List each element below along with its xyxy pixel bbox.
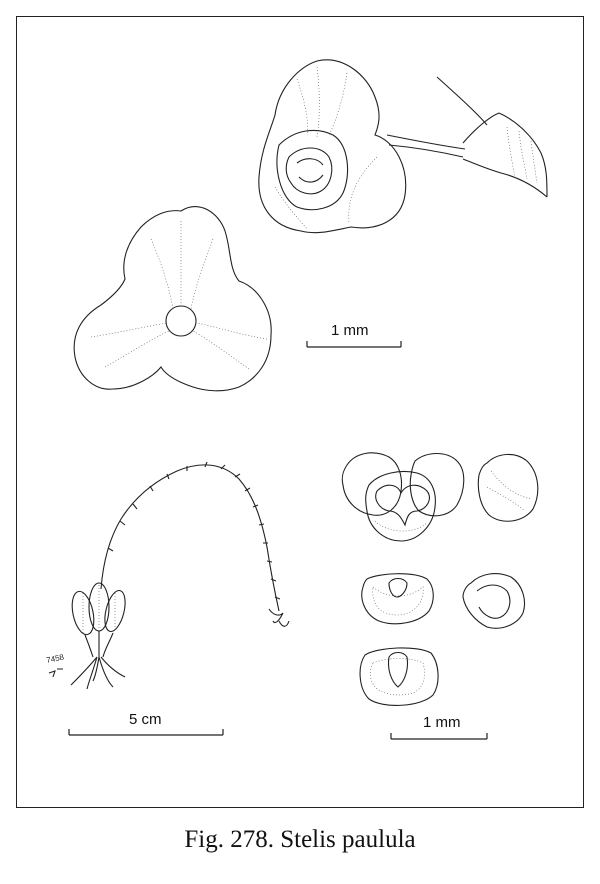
specimen-number: 7458: [45, 652, 65, 665]
dissected-flower-parts-drawing: [342, 453, 538, 706]
figure-caption: Fig. 278. Stelis paulula: [184, 826, 416, 853]
flower-scale-bar: [307, 341, 401, 347]
dissection-scale-bar: [391, 733, 487, 739]
plant-habit-drawing: [46, 462, 289, 689]
flower-front-view-drawing: [74, 207, 271, 391]
dissection-scale-label: 1 mm: [423, 714, 461, 731]
plant-scale-label: 5 cm: [129, 711, 162, 728]
botanical-illustration: [17, 17, 585, 809]
plant-scale-bar: [69, 729, 223, 735]
figure-plate: [16, 16, 584, 808]
flower-scale-label: 1 mm: [331, 322, 369, 339]
flower-side-view-drawing: [259, 60, 547, 233]
